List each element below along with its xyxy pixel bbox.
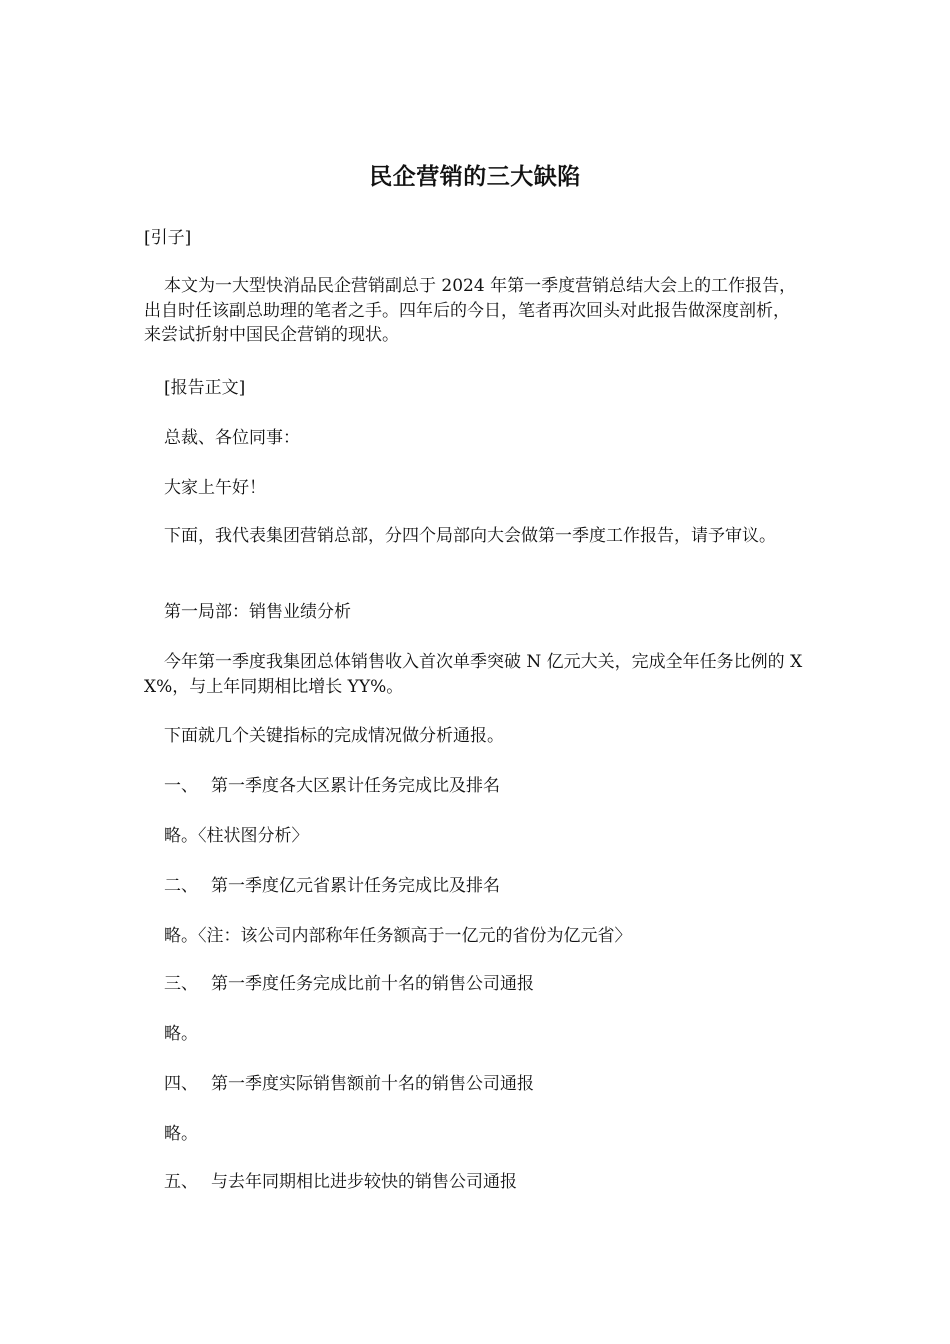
document-title: 民企营销的三大缺陷 [369,163,581,190]
list-item-number: 一、 [164,776,198,796]
list-item-note: 略。〈柱状图分析〉 [164,826,309,846]
list-item-number: 五、 [164,1172,198,1192]
greeting: 大家上午好！ [164,478,266,498]
analysis-intro: 下面就几个关键指标的完成情况做分析通报。 [164,726,504,746]
salutation: 总裁、各位同事： [164,428,300,448]
list-item [164,972,534,997]
list-item-text: 第一季度各大区累计任务完成比及排名 [211,776,500,796]
list-item-text: 与去年同期相比进步较快的销售公司通报 [211,1172,517,1192]
opening-paragraph: 下面，我代表集团营销总部，分四个局部向大会做第一季度工作报告，请予审议。 [164,526,776,546]
list-item-note: 略。〈注：该公司内部称年任务额高于一亿元的省份为亿元省〉 [164,926,632,946]
report-label: [报告正文] [164,378,246,398]
list-item-number: 二、 [164,876,198,896]
list-item-number: 三、 [164,974,198,994]
list-item-text: 第一季度任务完成比前十名的销售公司通报 [211,974,534,994]
list-item [164,874,500,899]
list-item-note: 略。 [164,1124,198,1144]
intro-label: [引子] [144,228,192,248]
section1-paragraph: 今年第一季度我集团总体销售收入首次单季突破 N 亿元大关，完成全年任务比例的 XX%，与上年同期相比增长 YY%。 [144,652,803,697]
list-item-number: 四、 [164,1074,198,1094]
list-item-note: 略。 [164,1024,198,1044]
list-item [164,1072,534,1097]
list-item-text: 第一季度亿元省累计任务完成比及排名 [211,876,500,896]
list-item [164,1170,517,1195]
list-item-text: 第一季度实际销售额前十名的销售公司通报 [211,1074,534,1094]
section1-heading: 第一局部：销售业绩分析 [164,602,351,622]
list-item [164,774,500,799]
intro-paragraph: 本文为一大型快消品民企营销副总于 2024 年第一季度营销总结大会上的工作报告，出自时任该副总助理的笔者之手。四年后的今日，笔者再次回头对此报告做深度剖析，来尝试折射中国民企营销的现状。 [144,276,797,345]
